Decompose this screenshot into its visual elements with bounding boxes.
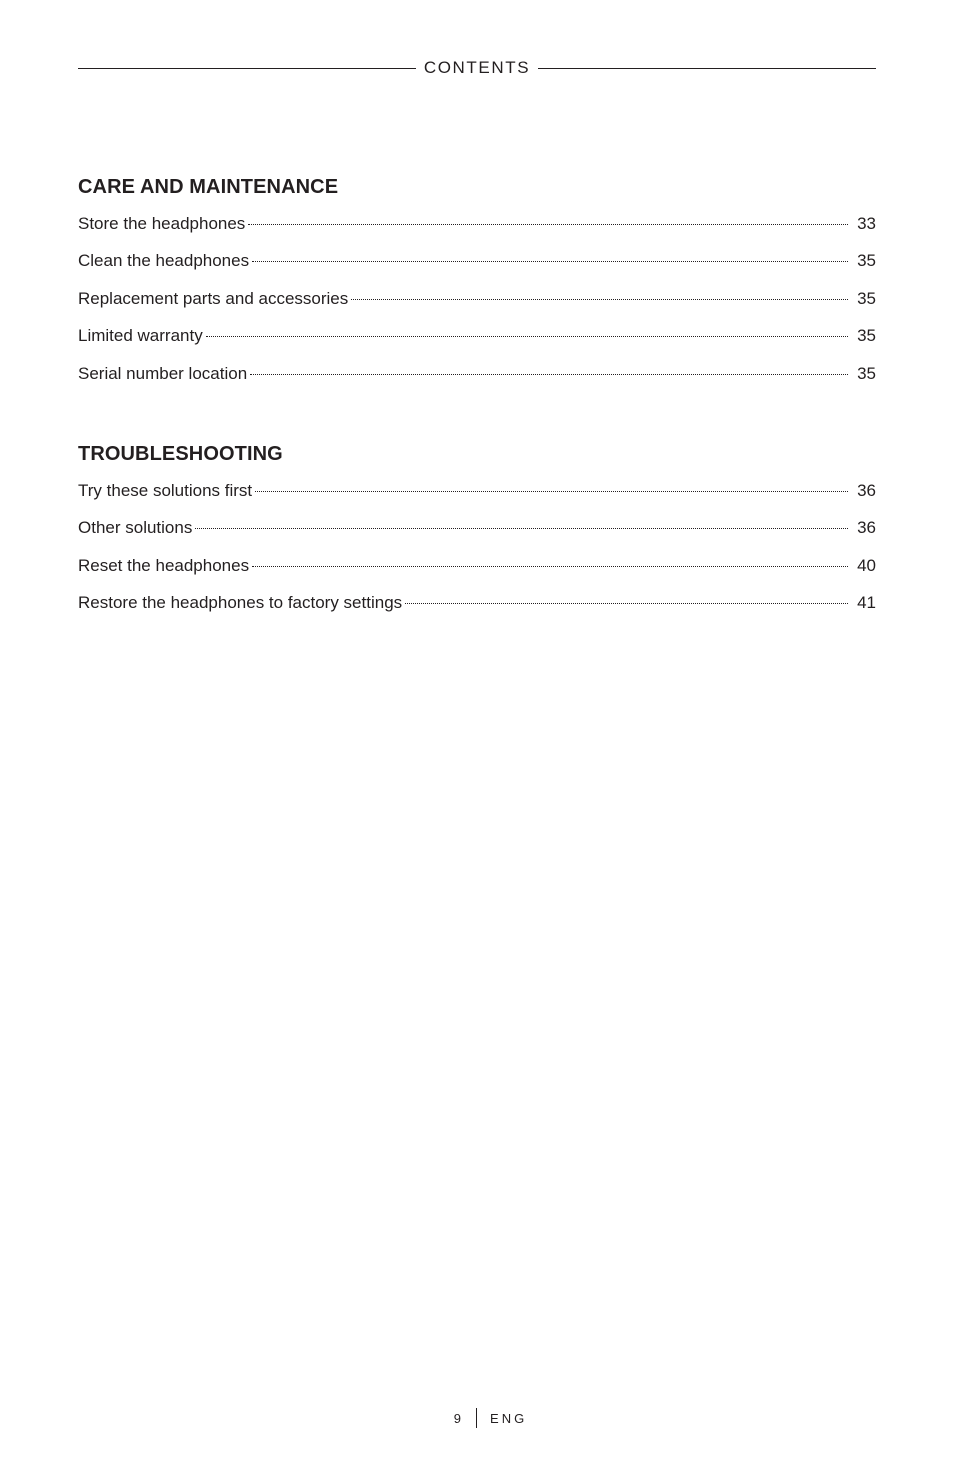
toc-entry-label: Try these solutions first [78, 481, 253, 500]
toc-entry-page: 35 [857, 251, 876, 271]
section-heading: CARE AND MAINTENANCE [78, 176, 339, 198]
toc-entry-label: Replacement parts and accessories [78, 288, 349, 308]
dot-leader [206, 336, 848, 337]
toc-entry-page: 35 [857, 288, 876, 308]
toc-entry-page: 33 [857, 214, 876, 233]
toc-entry-label: Store the headphones [78, 214, 246, 233]
toc-list [78, 479, 876, 629]
toc-entry-clean-the-headphones[interactable] [78, 249, 876, 286]
language-code: ENG [490, 1410, 528, 1426]
toc-entry-label: Reset the headphones [78, 555, 250, 575]
toc-entry-label: Serial number location [78, 363, 248, 383]
header-rule-left [78, 68, 416, 69]
contents-title: CONTENTS [423, 58, 531, 77]
section-troubleshooting [78, 441, 876, 629]
toc-entry-other-solutions[interactable] [78, 516, 876, 553]
toc-list [78, 212, 876, 399]
dot-leader [255, 491, 848, 492]
toc-entry-store-the-headphones[interactable] [78, 212, 876, 249]
contents-header [78, 56, 876, 80]
toc-entry-page: 35 [857, 363, 876, 383]
toc-entry-page: 36 [857, 481, 876, 500]
toc-entry-label: Other solutions [78, 518, 193, 538]
toc-entry-label: Clean the headphones [78, 251, 250, 271]
toc-entry-limited-warranty[interactable] [78, 324, 876, 361]
dot-leader [252, 566, 848, 567]
footer-separator [476, 1408, 477, 1428]
section-care-and-maintenance [78, 174, 876, 399]
toc-entry-page: 41 [857, 593, 876, 613]
dot-leader [195, 528, 848, 529]
dot-leader [250, 374, 848, 375]
toc-entry-page: 35 [857, 326, 876, 346]
dot-leader [405, 603, 848, 604]
footer-content [454, 1408, 527, 1428]
page-number: 9 [453, 1410, 463, 1426]
toc-entry-replacement-parts[interactable] [78, 287, 876, 324]
section-heading: TROUBLESHOOTING [78, 443, 283, 465]
toc-entry-label: Limited warranty [78, 326, 203, 346]
toc-entry-try-these-solutions-first[interactable] [78, 479, 876, 516]
toc-entry-page: 36 [857, 518, 876, 538]
dot-leader [252, 261, 848, 262]
toc-entry-page: 40 [857, 555, 876, 575]
dot-leader [351, 299, 848, 300]
page-footer [0, 1406, 954, 1430]
toc-entry-serial-number-location[interactable] [78, 362, 876, 399]
toc-entry-reset-the-headphones[interactable] [78, 554, 876, 591]
toc-entry-label: Restore the headphones to factory settings [78, 593, 403, 613]
dot-leader [248, 224, 848, 225]
toc-entry-restore-factory-settings[interactable] [78, 591, 876, 628]
header-rule-right [538, 68, 876, 69]
